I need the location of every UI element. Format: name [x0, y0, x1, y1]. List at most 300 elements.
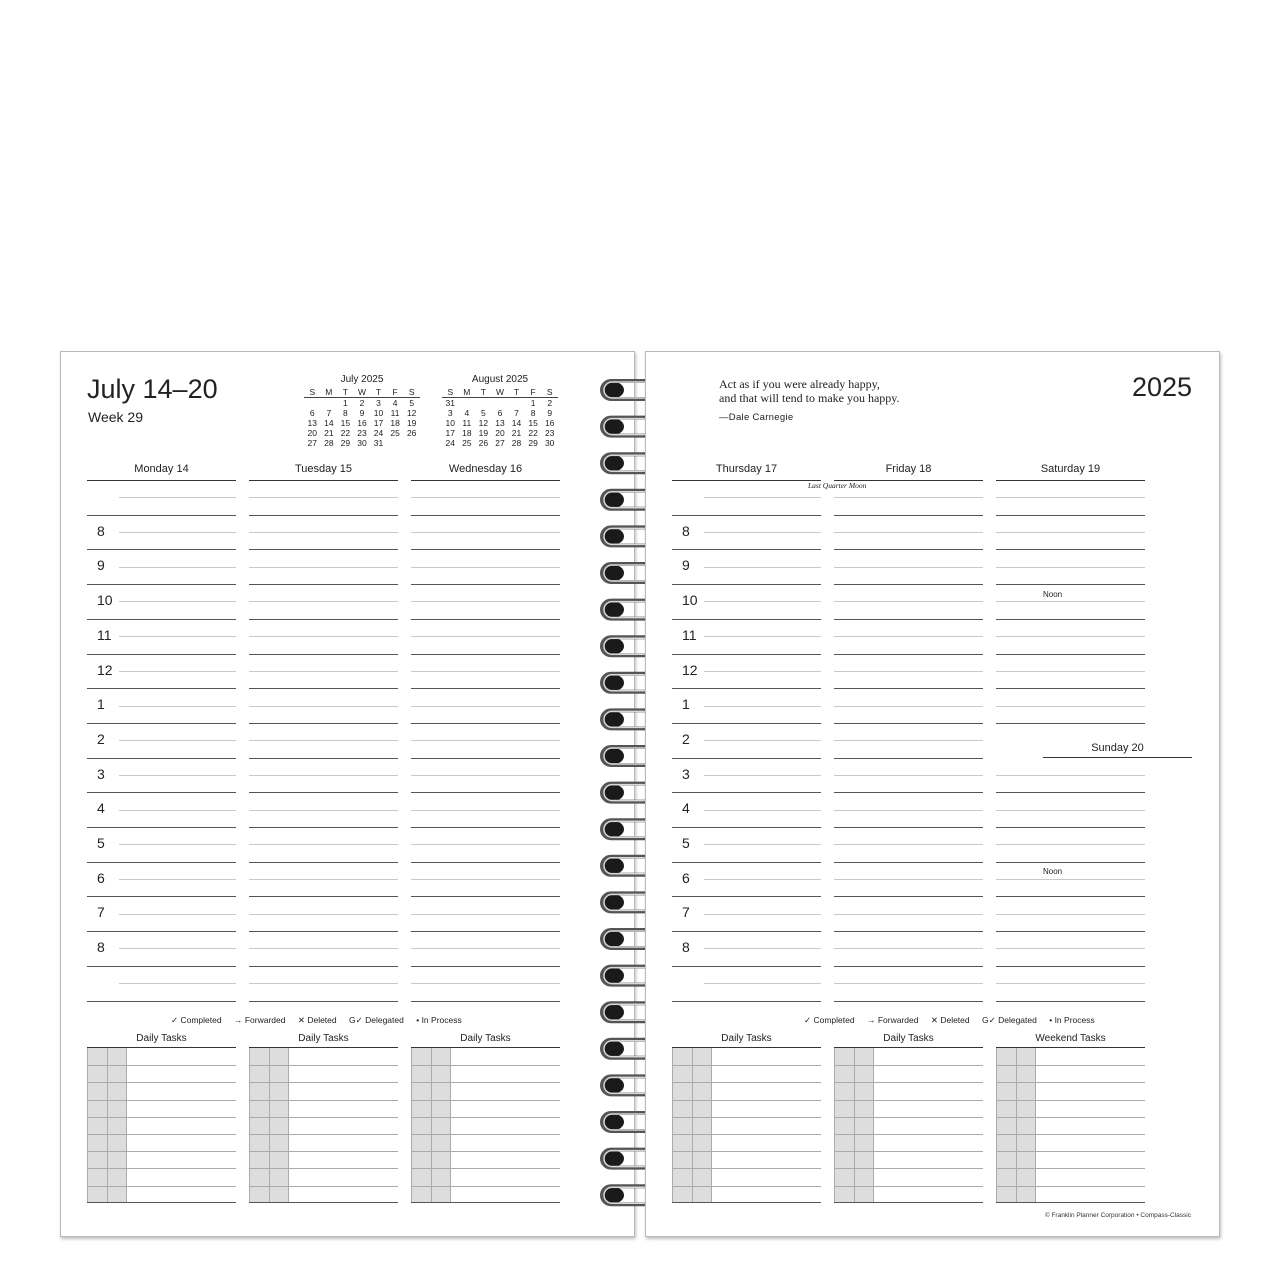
tasks-header: Daily Tasks [298, 1033, 349, 1044]
task-column-divider [288, 1048, 289, 1202]
legend-in-process: • In Process [416, 1015, 462, 1025]
tasks-header: Daily Tasks [721, 1033, 772, 1044]
half-hour-line [119, 810, 236, 811]
hour-label: 3 [682, 765, 690, 782]
task-column-divider [1016, 1048, 1017, 1202]
mini-calendar-week [442, 428, 558, 438]
half-hour-line [704, 948, 821, 949]
task-column-divider [692, 1048, 693, 1202]
task-row-line [249, 1151, 398, 1152]
half-hour-line [704, 983, 821, 984]
hour-line [87, 654, 236, 655]
mini-calendar-day: 15 [528, 418, 538, 428]
legend-forwarded: → Forwarded [866, 1015, 919, 1025]
hour-line [87, 619, 236, 620]
weekday-letter: T [508, 387, 525, 398]
weekday-letter: W [354, 387, 371, 398]
hour-line [996, 619, 1145, 620]
status-legend [804, 1015, 1105, 1026]
hour-line [996, 723, 1145, 724]
mini-calendar-day: 8 [530, 408, 536, 418]
half-hour-line [834, 879, 983, 880]
task-row-line [834, 1134, 983, 1135]
mini-calendar-day: 24 [445, 438, 456, 448]
hour-label: 1 [682, 696, 690, 713]
day-header-rule [672, 480, 821, 481]
mini-calendar-day: 9 [359, 408, 365, 418]
hour-line [411, 827, 560, 828]
hour-line [834, 619, 983, 620]
hour-line [834, 688, 983, 689]
hour-label: 4 [682, 800, 690, 817]
task-row-line [411, 1168, 560, 1169]
task-list[interactable] [411, 1047, 560, 1203]
task-row-line [996, 1134, 1145, 1135]
day-header-rule [411, 480, 560, 481]
task-column-divider [126, 1048, 127, 1202]
hour-label: 8 [97, 522, 105, 539]
hour-line [87, 966, 236, 967]
weekday-letter: M [459, 387, 476, 398]
task-row-line [87, 1100, 236, 1101]
task-column-divider [834, 1048, 835, 1202]
mini-calendar-day: 28 [324, 438, 334, 448]
half-hour-line [996, 567, 1145, 568]
task-row-line [996, 1186, 1145, 1187]
task-column-divider [269, 1048, 270, 1202]
task-row-line [87, 1134, 236, 1135]
task-row-line [672, 1151, 821, 1152]
hour-line [672, 654, 821, 655]
hour-line [411, 966, 560, 967]
task-list[interactable] [87, 1047, 236, 1203]
day-header-sunday: Sunday 20 [1091, 742, 1144, 754]
weekday-letter: T [475, 387, 492, 398]
mini-calendar-day [508, 398, 525, 409]
tasks-header: Daily Tasks [460, 1033, 511, 1044]
hour-line [87, 584, 236, 585]
hour-line [411, 723, 560, 724]
mini-calendar-day: 20 [307, 428, 318, 438]
mini-calendar-day: 27 [307, 438, 318, 448]
half-hour-line [119, 914, 236, 915]
half-hour-line [119, 601, 236, 602]
mini-calendar-week [442, 418, 558, 428]
legend-delegated: G✓ Delegated [982, 1015, 1037, 1025]
day-header: Wednesday 16 [448, 463, 523, 475]
task-row-line [996, 1100, 1145, 1101]
mini-calendar-day: 28 [511, 438, 522, 448]
half-hour-line [249, 775, 398, 776]
weekday-letter: S [442, 387, 459, 398]
half-hour-line [834, 601, 983, 602]
task-column-divider [87, 1048, 88, 1202]
mini-calendar-day: 5 [481, 408, 486, 418]
task-column-divider [431, 1048, 432, 1202]
weekday-letter: F [387, 387, 404, 398]
task-list[interactable] [672, 1047, 821, 1203]
legend-in-process: • In Process [1049, 1015, 1095, 1025]
hour-line [834, 966, 983, 967]
hour-label: 9 [682, 557, 690, 574]
mini-calendar-week [304, 438, 420, 448]
hour-label: 5 [682, 835, 690, 851]
half-hour-line [704, 601, 821, 602]
day-header: Thursday 17 [715, 463, 778, 475]
half-hour-line [119, 671, 236, 672]
mini-calendar-day: 22 [528, 428, 538, 438]
task-row-line [249, 1186, 398, 1187]
hour-line [834, 758, 983, 759]
hour-line [672, 966, 821, 967]
weekday-letter: F [525, 387, 542, 398]
half-hour-line [411, 983, 560, 984]
hour-label: 7 [97, 904, 105, 921]
half-hour-line [119, 740, 236, 741]
half-hour-line [834, 706, 983, 707]
task-row-line [87, 1186, 236, 1187]
weekday-letter: W [492, 387, 509, 398]
half-hour-line [249, 636, 398, 637]
task-row-line [672, 1100, 821, 1101]
mini-calendar-week [304, 398, 420, 409]
mini-calendar-day: 25 [462, 438, 472, 448]
mini-calendar-day [304, 398, 321, 409]
hour-line [834, 792, 983, 793]
half-hour-line [996, 636, 1145, 637]
hour-line [249, 549, 398, 550]
task-row-line [834, 1117, 983, 1118]
tasks-header: Daily Tasks [136, 1033, 187, 1044]
task-row-line [249, 1065, 398, 1066]
half-hour-line [411, 567, 560, 568]
half-hour-line [411, 740, 560, 741]
task-list[interactable] [249, 1047, 398, 1203]
half-hour-line [411, 532, 560, 533]
hour-line [249, 619, 398, 620]
task-row-line [996, 1168, 1145, 1169]
hour-line [249, 515, 398, 516]
half-hour-line [249, 879, 398, 880]
mini-calendar-day: 13 [495, 418, 505, 428]
half-hour-line [704, 844, 821, 845]
hour-line [672, 515, 821, 516]
mini-calendar-day: 23 [544, 428, 555, 438]
hour-line [411, 654, 560, 655]
hour-label: 8 [682, 939, 690, 956]
hour-line [834, 549, 983, 550]
tasks-header: Weekend Tasks [1035, 1033, 1106, 1044]
half-hour-line [411, 601, 560, 602]
day-header-rule [87, 480, 236, 481]
mini-calendar-day: 26 [406, 428, 417, 438]
task-column-divider [873, 1048, 874, 1202]
task-column-divider [672, 1048, 673, 1202]
task-row-line [996, 1065, 1145, 1066]
half-hour-line [996, 914, 1145, 915]
half-hour-line [996, 948, 1145, 949]
mini-calendar-week [442, 438, 558, 448]
hour-line [996, 584, 1145, 585]
half-hour-line [411, 810, 560, 811]
half-hour-line [411, 879, 560, 880]
hour-line [672, 758, 821, 759]
mini-calendar-day: 19 [406, 418, 417, 428]
mini-calendar-week [442, 398, 558, 409]
mini-calendar-day: 5 [409, 398, 415, 408]
half-hour-line [996, 497, 1145, 498]
task-row-line [411, 1186, 560, 1187]
weekday-letter: T [370, 387, 387, 398]
mini-calendar-day: 10 [373, 408, 384, 418]
mini-calendar-day: 29 [340, 438, 351, 448]
half-hour-line [704, 567, 821, 568]
mini-calendar-day: 14 [324, 418, 334, 428]
half-hour-line [249, 983, 398, 984]
mini-calendar-day: 6 [497, 408, 503, 418]
mini-calendar-day: 20 [495, 428, 505, 438]
half-hour-line [704, 914, 821, 915]
mini-calendar-day [387, 438, 404, 448]
mini-calendar-august [442, 374, 558, 448]
legend-completed: ✓ Completed [804, 1015, 855, 1025]
hour-line [672, 931, 821, 932]
hour-label: 11 [97, 626, 112, 643]
half-hour-line [119, 567, 236, 568]
day-header: Saturday 19 [1040, 463, 1101, 475]
quote-line-2: and that will tend to make you happy. [719, 391, 900, 405]
mini-calendar-day [492, 398, 509, 409]
task-row-line [87, 1117, 236, 1118]
task-row-line [672, 1168, 821, 1169]
task-column-divider [854, 1048, 855, 1202]
half-hour-line [834, 671, 983, 672]
half-hour-line [834, 844, 983, 845]
hour-line [87, 515, 236, 516]
week-number: Week 29 [88, 409, 143, 425]
task-column-divider [996, 1048, 997, 1202]
mini-calendar-week [304, 408, 420, 418]
task-row-line [249, 1082, 398, 1083]
task-row-line [87, 1082, 236, 1083]
status-legend [171, 1015, 472, 1026]
half-hour-line [996, 671, 1145, 672]
task-row-line [996, 1082, 1145, 1083]
half-hour-line [996, 879, 1145, 880]
hour-line [996, 896, 1145, 897]
day-header: Tuesday 15 [294, 463, 353, 475]
hour-label: 1 [97, 696, 105, 713]
hour-line [87, 758, 236, 759]
hour-line [834, 862, 983, 863]
task-list[interactable] [996, 1047, 1145, 1203]
mini-calendar-day: 15 [340, 418, 351, 428]
half-hour-line [834, 810, 983, 811]
mini-calendar-day: 7 [514, 408, 519, 418]
half-hour-line [411, 914, 560, 915]
hour-line [996, 966, 1145, 967]
day-header-rule [249, 480, 398, 481]
mini-calendar-day: 6 [309, 408, 315, 418]
hour-line [87, 827, 236, 828]
right-page [645, 351, 1220, 1237]
half-hour-line [704, 810, 821, 811]
hour-line [996, 1001, 1145, 1002]
half-hour-line [249, 601, 398, 602]
hour-line [411, 862, 560, 863]
copyright-footer: © Franklin Planner Corporation • Compass-Classic [1044, 1212, 1191, 1219]
mini-calendar-day: 12 [406, 408, 417, 418]
hour-line [411, 584, 560, 585]
hour-label: 12 [97, 661, 113, 678]
hour-line [996, 549, 1145, 550]
mini-calendar-day: 10 [445, 418, 456, 428]
week-range-title: July 14–20 [87, 374, 218, 404]
half-hour-line [119, 844, 236, 845]
hour-label: 8 [682, 522, 690, 539]
mini-calendar-day: 4 [464, 408, 470, 418]
half-hour-line [249, 671, 398, 672]
half-hour-line [249, 567, 398, 568]
hour-line [249, 827, 398, 828]
mini-calendar-day [403, 438, 420, 448]
half-hour-line [119, 983, 236, 984]
hour-line [411, 792, 560, 793]
legend-delegated: G✓ Delegated [349, 1015, 404, 1025]
task-column-divider [1035, 1048, 1036, 1202]
mini-calendar-day [459, 398, 476, 409]
hour-label: 8 [97, 939, 105, 956]
hour-line [87, 549, 236, 550]
task-row-line [249, 1100, 398, 1101]
hour-line [996, 688, 1145, 689]
hour-line [249, 584, 398, 585]
weekday-letter: S [541, 387, 558, 398]
hour-line [411, 549, 560, 550]
hour-label: 11 [682, 626, 697, 643]
mini-calendar-day: 7 [326, 408, 332, 418]
half-hour-line [119, 532, 236, 533]
task-row-line [672, 1065, 821, 1066]
half-hour-line [996, 844, 1145, 845]
mini-calendar-day: 13 [307, 418, 318, 428]
hour-line [249, 1001, 398, 1002]
mini-calendar-day: 8 [343, 408, 348, 418]
half-hour-line [704, 636, 821, 637]
hour-line [87, 792, 236, 793]
hour-line [411, 1001, 560, 1002]
mini-calendar-week [304, 418, 420, 428]
legend-forwarded: → Forwarded [233, 1015, 286, 1025]
hour-line [672, 862, 821, 863]
hour-line [672, 549, 821, 550]
mini-calendar-day: 30 [544, 438, 555, 448]
mini-calendar-day: 22 [340, 428, 351, 438]
half-hour-line [119, 706, 236, 707]
hour-line [996, 931, 1145, 932]
task-row-line [834, 1168, 983, 1169]
hour-line [249, 792, 398, 793]
mini-calendar-week [442, 408, 558, 418]
mini-calendar-day: 14 [511, 418, 522, 428]
half-hour-line [834, 775, 983, 776]
hour-line [996, 515, 1145, 516]
half-hour-line [996, 810, 1145, 811]
hour-label: 4 [97, 800, 105, 817]
hour-line [672, 723, 821, 724]
mini-calendar-day: 3 [376, 398, 381, 408]
hour-label: 10 [97, 592, 113, 609]
hour-line [834, 515, 983, 516]
day-header-rule [996, 480, 1145, 481]
day-header: Friday 18 [885, 463, 932, 475]
half-hour-line [411, 844, 560, 845]
hour-line [249, 654, 398, 655]
half-hour-line [834, 636, 983, 637]
quote-text [719, 377, 900, 405]
half-hour-line [704, 775, 821, 776]
moon-phase-note: Last Quarter Moon [808, 481, 867, 490]
half-hour-line [249, 706, 398, 707]
mini-calendar-day: 17 [445, 428, 456, 438]
task-row-line [672, 1117, 821, 1118]
quote-author: —Dale Carnegie [719, 412, 794, 423]
mini-calendar-day: 2 [547, 398, 553, 408]
legend-deleted: ✕ Deleted [930, 1015, 970, 1025]
task-list[interactable] [834, 1047, 983, 1203]
mini-calendar-day: 18 [390, 418, 400, 428]
task-row-line [996, 1117, 1145, 1118]
half-hour-line [119, 948, 236, 949]
task-column-divider [107, 1048, 108, 1202]
hour-line [249, 688, 398, 689]
half-hour-line [834, 983, 983, 984]
hour-line [411, 515, 560, 516]
half-hour-line [249, 844, 398, 845]
mini-calendar-day: 29 [528, 438, 538, 448]
legend-deleted: ✕ Deleted [297, 1015, 337, 1025]
task-row-line [249, 1117, 398, 1118]
hour-line [672, 688, 821, 689]
hour-line [249, 758, 398, 759]
task-row-line [672, 1186, 821, 1187]
mini-calendar-day: 31 [373, 438, 384, 448]
half-hour-line [996, 706, 1145, 707]
hour-line [672, 1001, 821, 1002]
hour-line [411, 931, 560, 932]
half-hour-line [249, 810, 398, 811]
hour-line [249, 862, 398, 863]
hour-label: 2 [682, 730, 690, 747]
half-hour-line [996, 775, 1145, 776]
task-row-line [87, 1065, 236, 1066]
half-hour-line [704, 671, 821, 672]
half-hour-line [834, 740, 983, 741]
task-row-line [411, 1082, 560, 1083]
half-hour-line [834, 497, 983, 498]
mini-calendar-day [321, 398, 338, 409]
half-hour-line [411, 497, 560, 498]
task-row-line [411, 1100, 560, 1101]
half-hour-line [411, 671, 560, 672]
weekday-letter: M [321, 387, 338, 398]
half-hour-line [996, 601, 1145, 602]
task-row-line [996, 1151, 1145, 1152]
mini-calendar-day [475, 398, 492, 409]
hour-line [672, 792, 821, 793]
left-page [60, 351, 635, 1237]
hour-line [249, 896, 398, 897]
